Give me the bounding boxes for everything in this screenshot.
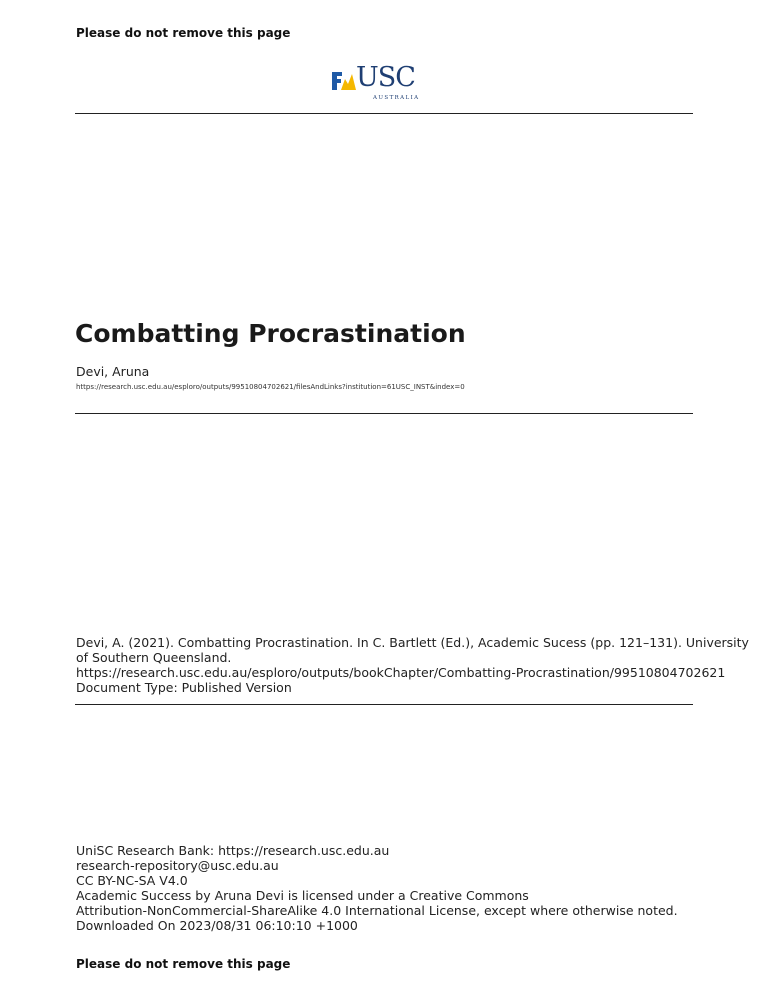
- usc-logo: [332, 62, 434, 104]
- citation-block: [76, 635, 749, 695]
- license-text-2: Attribution-NonCommercial-ShareAlike 4.0 International License, except where otherwise noted.: [76, 903, 678, 918]
- notice-top: Please do not remove this page: [76, 26, 291, 40]
- page-title: Combatting Procrastination: [75, 319, 466, 348]
- download-timestamp: Downloaded On 2023/08/31 06:10:10 +1000: [76, 918, 358, 933]
- files-link[interactable]: https://research.usc.edu.au/esploro/outputs/99510804702621/filesAndLinks?institution=61USC_INST&index=0: [76, 383, 465, 391]
- divider-top: [75, 113, 693, 114]
- citation-url[interactable]: https://research.usc.edu.au/esploro/outputs/bookChapter/Combatting-Procrastination/99510804702621: [76, 665, 726, 680]
- logo-subtext: AUSTRALIA: [373, 95, 420, 101]
- notice-bottom: Please do not remove this page: [76, 957, 291, 971]
- footer-block: [76, 843, 696, 933]
- citation-line-2: of Southern Queensland.: [76, 650, 232, 665]
- document-type: Document Type: Published Version: [76, 680, 292, 695]
- repository-email[interactable]: research-repository@usc.edu.au: [76, 858, 279, 873]
- license-text-1: Academic Success by Aruna Devi is licensed under a Creative Commons: [76, 888, 529, 903]
- research-bank-link[interactable]: UniSC Research Bank: https://research.usc.edu.au: [76, 843, 390, 858]
- license-code: CC BY-NC-SA V4.0: [76, 873, 188, 888]
- logo-text: USC: [356, 62, 415, 93]
- citation-line-1: Devi, A. (2021). Combatting Procrastination. In C. Bartlett (Ed.), Academic Sucess (pp. 121–131). University: [76, 635, 749, 650]
- author: Devi, Aruna: [76, 364, 150, 379]
- usc-flag-mark-icon: [332, 70, 358, 92]
- divider-bottom: [75, 704, 693, 705]
- divider-middle: [75, 413, 693, 414]
